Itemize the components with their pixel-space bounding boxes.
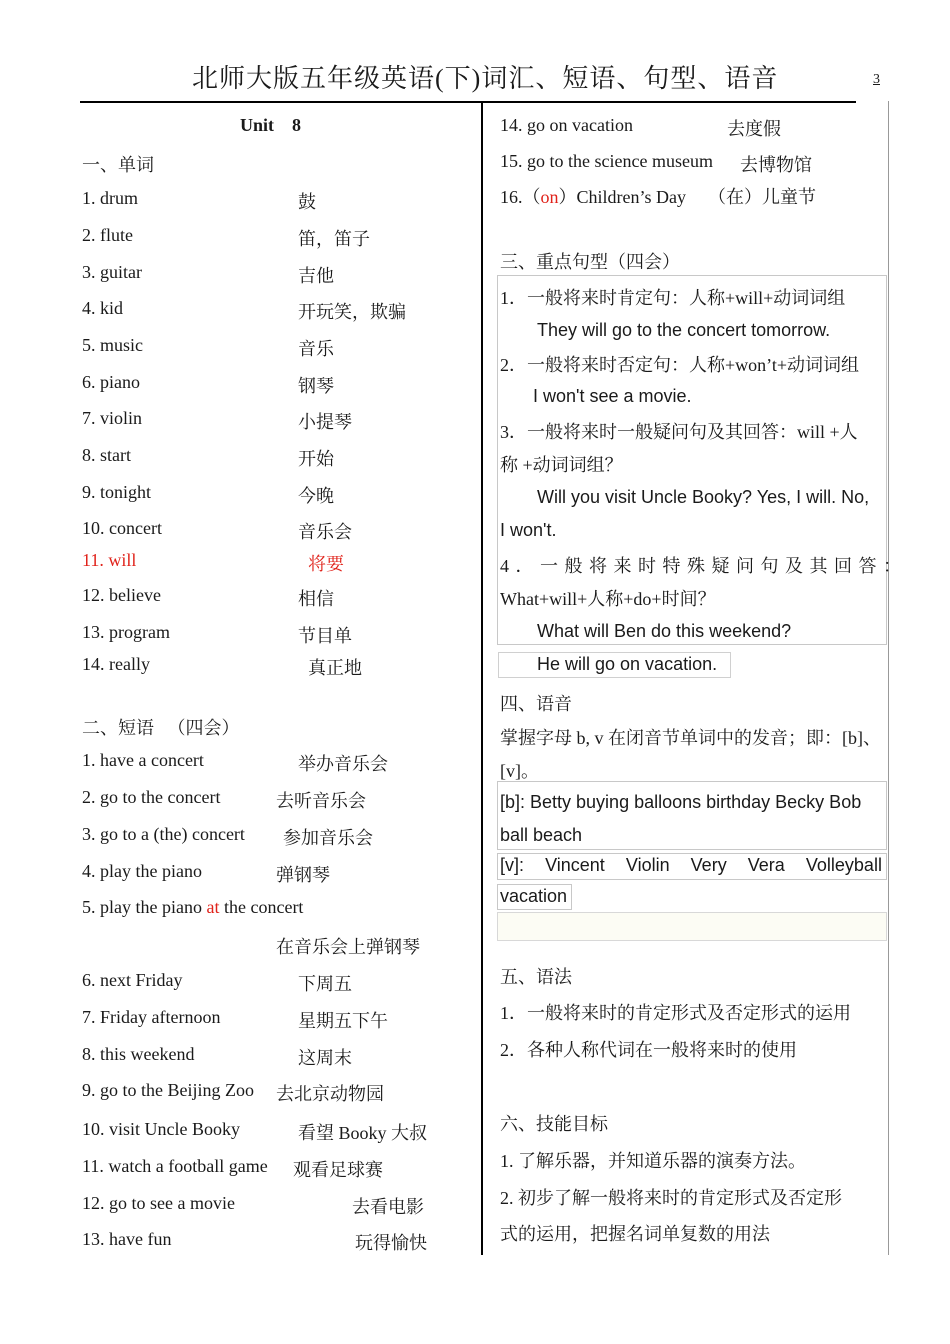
word-en: 7. violin xyxy=(82,408,143,428)
phrase-en: 10. visit Uncle Booky xyxy=(82,1119,240,1139)
page-title: 北师大版五年级英语(下)词汇、短语、句型、语音 xyxy=(192,64,779,93)
word-en: 2. flute xyxy=(82,225,133,245)
word-en: 9. tonight xyxy=(82,482,152,502)
grammar-heading: 五、语法 xyxy=(500,967,572,987)
sentence-example: What will Ben do this weekend? xyxy=(537,621,792,641)
phrase-cn: 下周五 xyxy=(298,974,352,994)
word-en-highlight: 11. will xyxy=(82,550,137,570)
v-word: Violin xyxy=(625,855,670,875)
word-cn: 音乐会 xyxy=(298,522,352,542)
phrase-cn: 玩得愉快 xyxy=(355,1233,427,1253)
page-number: 3 xyxy=(873,72,880,87)
phrase-en: 9. go to the Beijing Zoo xyxy=(82,1080,254,1100)
word-en: 10. concert xyxy=(82,518,162,538)
phrase-en: 3. go to a (the) concert xyxy=(82,824,245,844)
phrase-cn: 去度假 xyxy=(727,119,781,139)
word-en: 1. drum xyxy=(82,188,138,208)
phrase-cn: 去博物馆 xyxy=(740,155,812,175)
word-en: 4. kid xyxy=(82,298,124,318)
phrase-cn: 这周末 xyxy=(298,1048,352,1068)
word-cn: 真正地 xyxy=(308,658,362,678)
sentence-example: I won't see a movie. xyxy=(533,386,692,406)
phrase-en: 12. go to see a movie xyxy=(82,1193,235,1213)
phrase-cn: 举办音乐会 xyxy=(298,754,388,774)
grammar-item: 1．一般将来时的肯定形式及否定形式的运用 xyxy=(500,1003,851,1023)
v-word: Vera xyxy=(747,855,785,875)
empty-box xyxy=(497,912,887,941)
word-en: 8. start xyxy=(82,445,131,465)
word-en: 3. guitar xyxy=(82,262,142,282)
sentence-rule: What+will+人称+do+时间？ xyxy=(500,589,716,609)
word-cn: 音乐 xyxy=(298,339,334,359)
word-en: 13. program xyxy=(82,622,170,642)
phrase-highlight: at xyxy=(206,897,220,917)
phrase-en xyxy=(500,183,686,209)
phrase-part: ）Children’s Day xyxy=(558,187,686,207)
sentence-rule: 4．一般将来时特殊疑问句及其回答： xyxy=(500,556,908,576)
phrase-cn: 去北京动物园 xyxy=(276,1084,384,1104)
word-cn: 今晚 xyxy=(298,486,334,506)
phrase-en: 4. play the piano xyxy=(82,861,202,881)
phrase-cn: （在）儿童节 xyxy=(708,187,816,207)
sentence-example: Will you visit Uncle Booky? Yes, I will. No, xyxy=(537,487,870,507)
phrase-part: the concert xyxy=(219,897,304,917)
word-en: 14. really xyxy=(82,654,150,674)
v-word: Volleyball xyxy=(805,855,882,875)
b-sound-words: ball beach xyxy=(500,825,583,845)
right-border xyxy=(888,101,889,1255)
sentence-example: He will go on vacation. xyxy=(537,654,718,674)
phrase-en: 13. have fun xyxy=(82,1229,172,1249)
skills-item: 式的运用，把握名词单复数的用法 xyxy=(500,1224,770,1244)
phrase-cn: 去看电影 xyxy=(352,1197,424,1217)
v-word: Vincent xyxy=(545,855,605,875)
word-cn: 小提琴 xyxy=(298,412,352,432)
phrase-part: 5. play the piano xyxy=(82,897,207,917)
column-divider xyxy=(481,101,483,1255)
sentence-rule: 称 +动词词组？ xyxy=(500,455,623,475)
grammar-item: 2．各种人称代词在一般将来时的使用 xyxy=(500,1040,797,1060)
phrase-highlight: on xyxy=(540,187,559,207)
word-en: 6. piano xyxy=(82,372,140,392)
sentence-rule: 1．一般将来时肯定句：人称+will+动词词组 xyxy=(500,288,846,308)
sentence-example: I won't. xyxy=(500,520,557,540)
sentence-example: They will go to the concert tomorrow. xyxy=(537,320,831,340)
phrase-en: 8. this weekend xyxy=(82,1044,195,1064)
word-cn: 笛，笛子 xyxy=(298,229,370,249)
sentences-heading: 三、重点句型（四会） xyxy=(500,252,680,272)
phonics-heading: 四、语音 xyxy=(500,694,572,714)
skills-item: 2. 初步了解一般将来时的肯定形式及否定形 xyxy=(500,1188,842,1208)
sentence-rule: 3．一般将来时一般疑问句及其回答：will +人 xyxy=(500,422,858,442)
phrase-cn: 弹钢琴 xyxy=(276,865,330,885)
word-cn: 吉他 xyxy=(298,266,334,286)
word-en: 12. believe xyxy=(82,585,161,605)
phrase-en: 6. next Friday xyxy=(82,970,183,990)
word-en: 5. music xyxy=(82,335,143,355)
b-sound-words: [b]: Betty buying balloons birthday Becky Bob xyxy=(500,792,862,812)
phrase-cn: 观看足球赛 xyxy=(293,1160,383,1180)
word-cn: 节目单 xyxy=(298,626,352,646)
v-sound-words: vacation xyxy=(500,886,568,906)
phrase-en: 7. Friday afternoon xyxy=(82,1007,221,1027)
phrase-en: 1. have a concert xyxy=(82,750,204,770)
phrase-en xyxy=(82,897,303,918)
word-cn: 鼓 xyxy=(298,192,316,212)
phrases-heading: 二、短语 （四会） xyxy=(82,718,240,738)
phrase-cn: 看望 Booky 大叔 xyxy=(298,1123,428,1143)
phrase-cn: 在音乐会上弹钢琴 xyxy=(276,937,420,957)
words-heading: 一、单词 xyxy=(82,155,154,175)
phrase-cn: 去听音乐会 xyxy=(276,791,366,811)
header-rule xyxy=(80,101,856,103)
sentence-rule: 2．一般将来时否定句：人称+won’t+动词词组 xyxy=(500,355,859,375)
unit-title: Unit 8 xyxy=(240,115,302,135)
phrase-en: 15. go to the science museum xyxy=(500,151,713,171)
v-sound-words xyxy=(500,855,882,876)
word-cn-highlight: 将要 xyxy=(308,554,344,574)
phonics-text: [v]。 xyxy=(500,761,539,781)
phrase-cn: 参加音乐会 xyxy=(283,828,373,848)
phrase-en: 11. watch a football game xyxy=(82,1156,268,1176)
word-cn: 钢琴 xyxy=(298,376,334,396)
word-cn: 开玩笑，欺骗 xyxy=(298,302,406,322)
skills-item: 1. 了解乐器，并知道乐器的演奏方法。 xyxy=(500,1151,806,1171)
skills-heading: 六、技能目标 xyxy=(500,1114,608,1134)
v-word: Very xyxy=(690,855,727,875)
phonics-text: 掌握字母 b, v 在闭音节单词中的发音；即：[b]、 xyxy=(500,728,881,748)
phrase-part: 16.（ xyxy=(500,187,541,207)
word-cn: 开始 xyxy=(298,449,334,469)
word-cn: 相信 xyxy=(298,589,334,609)
phrase-cn: 星期五下午 xyxy=(298,1011,388,1031)
v-word: [v]: xyxy=(500,855,525,875)
phrase-en: 2. go to the concert xyxy=(82,787,221,807)
phrase-en: 14. go on vacation xyxy=(500,115,633,135)
